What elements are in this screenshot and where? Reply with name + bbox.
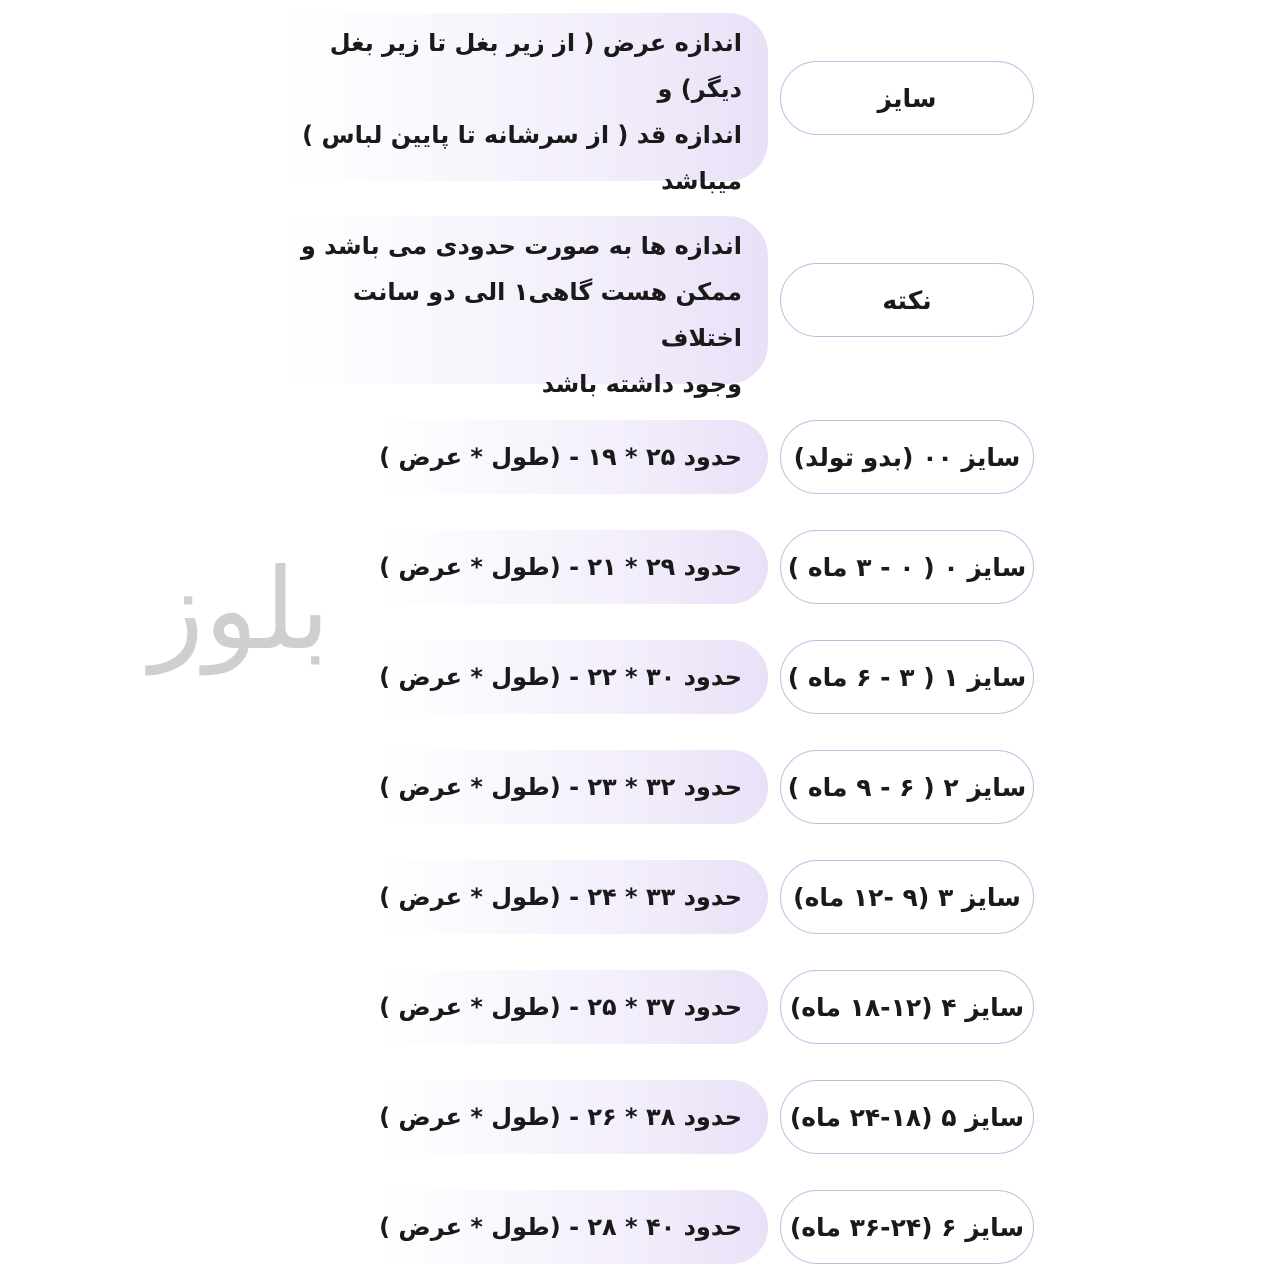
watermark-text: بلوز: [149, 545, 331, 675]
size-value: حدود ۲۹ * ۲۱ - (طول * عرض ): [378, 530, 768, 604]
size-value: حدود ۳۰ * ۲۲ - (طول * عرض ): [378, 640, 768, 714]
value-line: اندازه عرض ( از زیر بغل تا زیر بغل دیگر) و: [329, 29, 742, 103]
size-label-pill: سایز: [780, 61, 1034, 135]
value-line: ممکن هست گاهی۱ الی دو سانت اختلاف: [352, 278, 742, 352]
size-description-value: [283, 13, 768, 195]
size-label-pill: سایز ۰۰ (بدو تولد): [780, 420, 1034, 494]
note-value: [283, 216, 768, 398]
size-label-pill: سایز ۳ (۹ -۱۲ ماه): [780, 860, 1034, 934]
value-line: اندازه قد ( از سرشانه تا پایین لباس ): [302, 121, 742, 149]
size-label-pill: سایز ۴ (۱۲-۱۸ ماه): [780, 970, 1034, 1044]
size-label-pill: سایز ۱ ( ۳ - ۶ ماه ): [780, 640, 1034, 714]
size-value: حدود ۳۲ * ۲۳ - (طول * عرض ): [378, 750, 768, 824]
size-label-pill: سایز ۰ ( ۰ - ۳ ماه ): [780, 530, 1034, 604]
value-line: میباشد: [661, 167, 742, 195]
size-value: حدود ۳۷ * ۲۵ - (طول * عرض ): [378, 970, 768, 1044]
size-value: حدود ۳۸ * ۲۶ - (طول * عرض ): [378, 1080, 768, 1154]
note-label-pill: نکته: [780, 263, 1034, 337]
size-label-pill: سایز ۶ (۲۴-۳۶ ماه): [780, 1190, 1034, 1264]
value-line: وجود داشته باشد: [541, 370, 742, 398]
size-label-pill: سایز ۲ ( ۶ - ۹ ماه ): [780, 750, 1034, 824]
size-label-pill: سایز ۵ (۱۸-۲۴ ماه): [780, 1080, 1034, 1154]
size-value: حدود ۳۳ * ۲۴ - (طول * عرض ): [378, 860, 768, 934]
size-value: حدود ۲۵ * ۱۹ - (طول * عرض ): [378, 420, 768, 494]
value-line: اندازه ها به صورت حدودی می باشد و: [300, 232, 742, 260]
size-value: حدود ۴۰ * ۲۸ - (طول * عرض ): [378, 1190, 768, 1264]
